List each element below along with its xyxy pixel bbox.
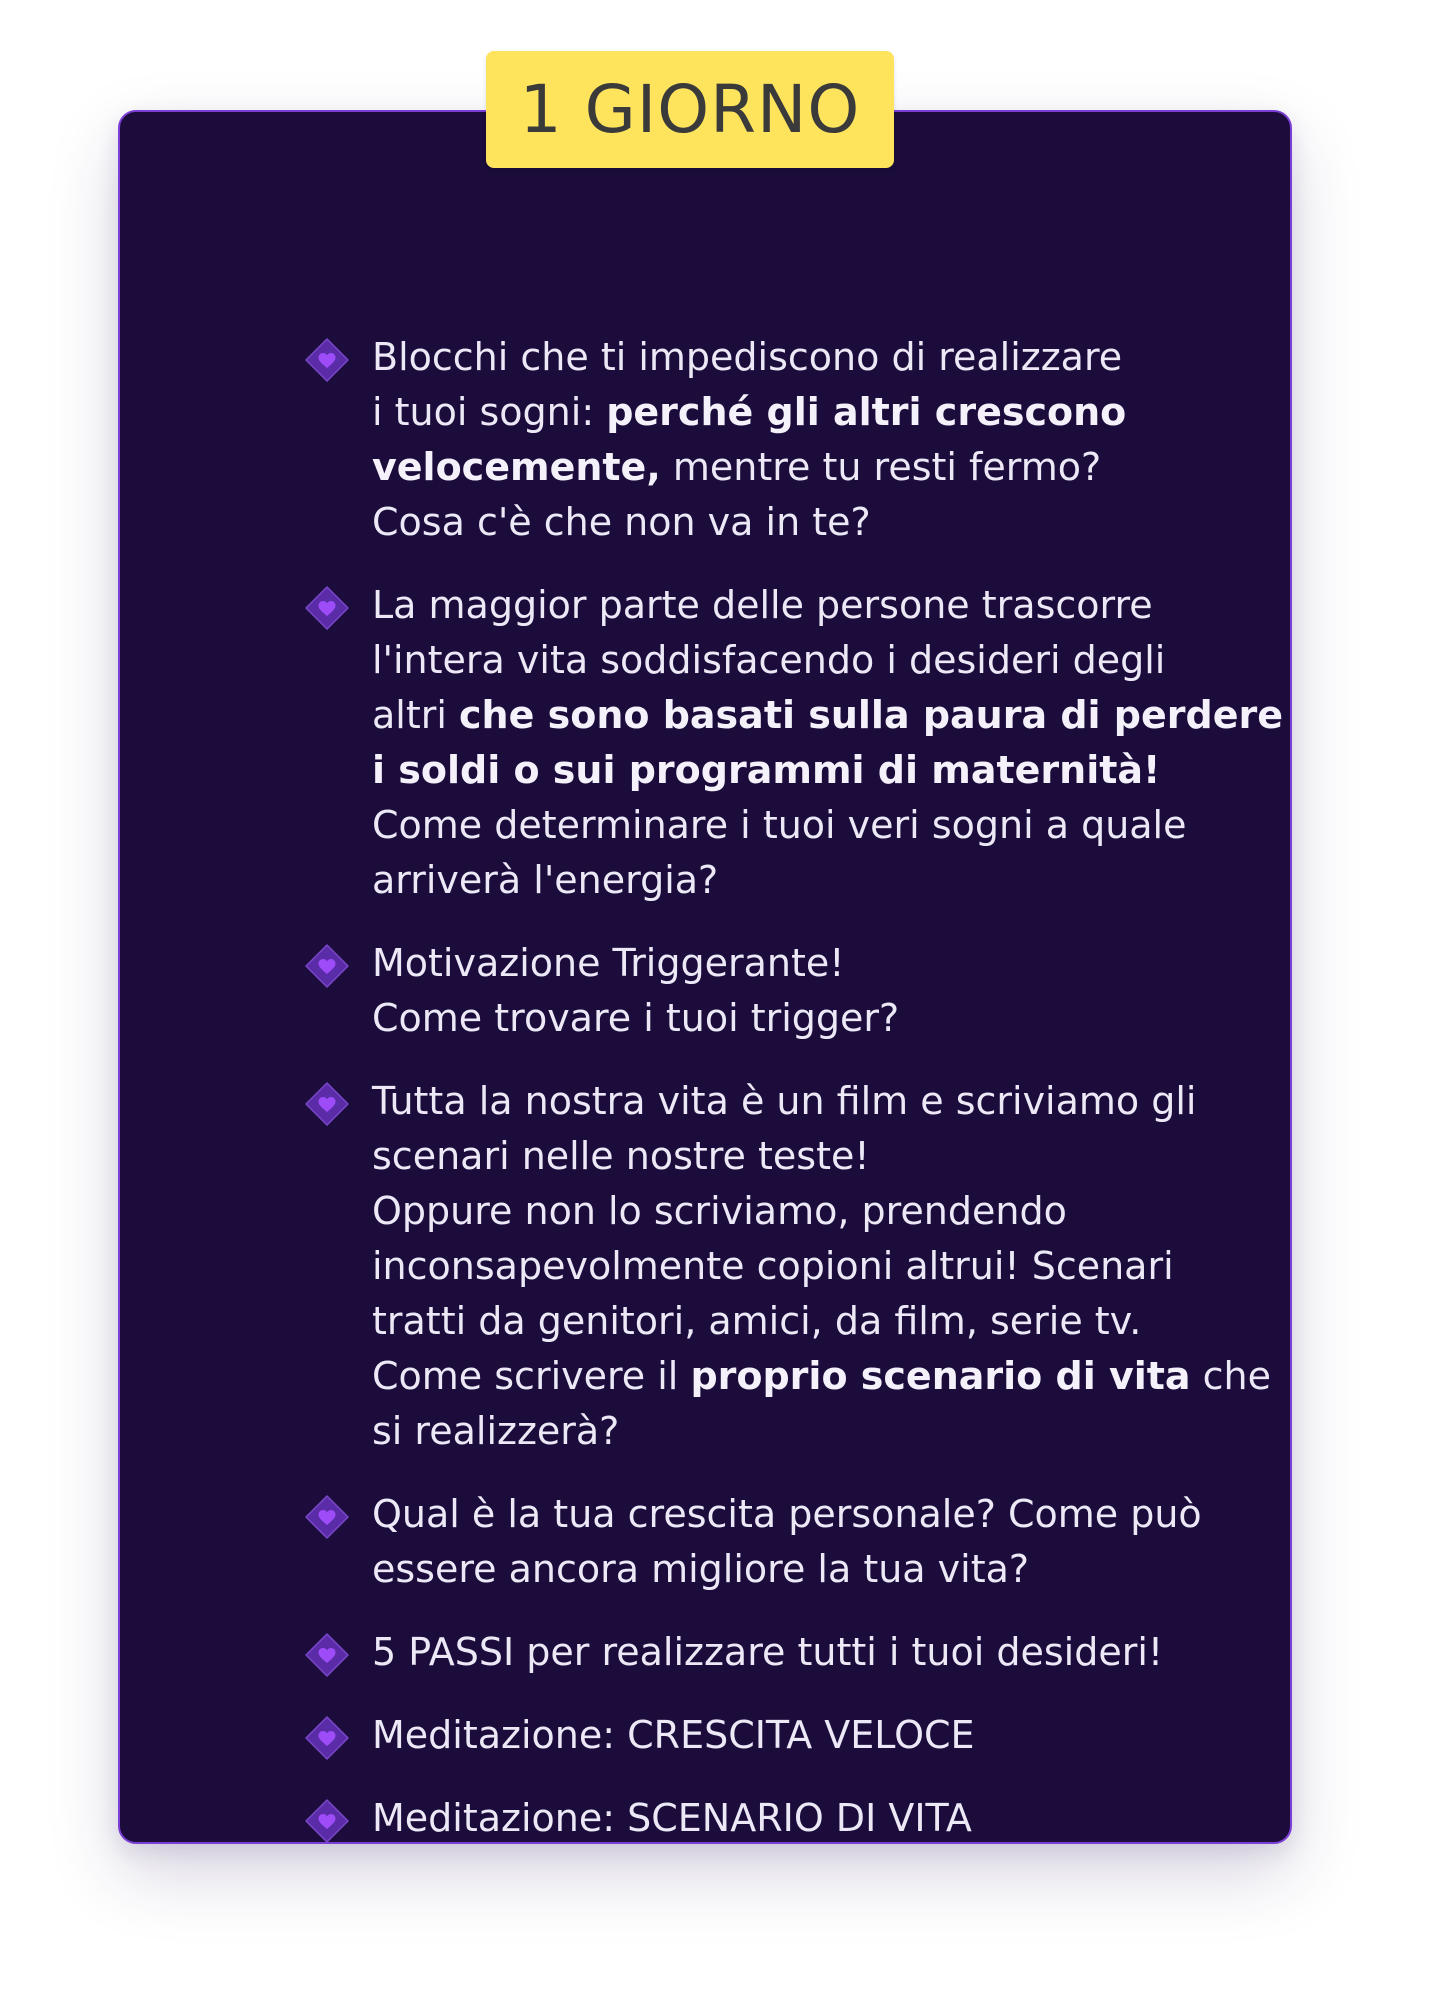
topic-text: Motivazione Triggerante! <box>372 941 845 985</box>
diamond-heart-icon <box>304 1081 350 1127</box>
topic-text: che <box>1190 1354 1271 1398</box>
topic-text: mentre tu resti fermo? <box>660 445 1102 489</box>
topic-text: La maggior parte delle persone trascorre <box>372 583 1153 627</box>
topic-text: l'intera vita soddisfacendo i desideri degli <box>372 638 1166 682</box>
topic-text: tratti da genitori, amici, da film, serie tv. <box>372 1299 1142 1343</box>
topic-item <box>304 936 1344 1046</box>
topic-text: Come determinare i tuoi veri sogni a quale <box>372 803 1187 847</box>
topic-text: si realizzerà? <box>372 1409 620 1453</box>
topic-line <box>372 330 1344 385</box>
topic-text: Qual è la tua crescita personale? Come può <box>372 1492 1202 1536</box>
topic-item <box>304 330 1344 550</box>
topic-text-bold: velocemente, <box>372 445 661 489</box>
topic-text: essere ancora migliore la tua vita? <box>372 1547 1030 1591</box>
topic-text-bold: perché gli altri crescono <box>606 390 1127 434</box>
topic-line <box>372 578 1344 633</box>
program-day-card <box>118 110 1292 1844</box>
topic-text: Oppure non lo scriviamo, prendendo <box>372 1189 1067 1233</box>
topic-item <box>304 1625 1344 1680</box>
topic-line <box>372 1708 1344 1763</box>
topic-text: Meditazione: CRESCITA VELOCE <box>372 1713 975 1757</box>
topic-line <box>372 385 1344 440</box>
topic-line <box>372 1349 1344 1404</box>
topic-text-bold: i soldi o sui programmi di maternità! <box>372 748 1161 792</box>
diamond-heart-icon <box>304 943 350 989</box>
topic-line <box>372 495 1344 550</box>
topic-text-bold: proprio scenario di vita <box>690 1354 1191 1398</box>
topic-item <box>304 1487 1344 1597</box>
topic-item <box>304 1708 1344 1763</box>
diamond-heart-icon <box>304 585 350 631</box>
day-badge-label: 1 GIORNO <box>519 71 861 148</box>
diamond-heart-icon <box>304 1798 350 1844</box>
topic-text: i tuoi sogni: <box>372 390 607 434</box>
topic-line <box>372 991 1344 1046</box>
topic-line <box>372 1074 1344 1129</box>
diamond-heart-icon <box>304 1715 350 1761</box>
topic-text: Blocchi che ti impediscono di realizzare <box>372 335 1123 379</box>
topic-item <box>304 578 1344 908</box>
day-badge <box>486 51 894 168</box>
topic-line <box>372 1129 1344 1184</box>
topic-line <box>372 1404 1344 1459</box>
topic-text-bold: che sono basati sulla paura di perdere <box>459 693 1283 737</box>
topic-text: inconsapevolmente copioni altrui! Scenari <box>372 1244 1174 1288</box>
topic-line <box>372 1625 1344 1680</box>
topic-text: Meditazione: SCENARIO DI VITA <box>372 1796 972 1840</box>
topic-item <box>304 1791 1344 1846</box>
topic-line <box>372 1487 1344 1542</box>
topic-text: Cosa c'è che non va in te? <box>372 500 871 544</box>
topic-text: Tutta la nostra vita è un film e scriviamo gli <box>372 1079 1197 1123</box>
topic-line <box>372 936 1344 991</box>
topic-text: altri <box>372 693 460 737</box>
topic-line <box>372 440 1344 495</box>
topic-line <box>372 633 1344 688</box>
topic-text: scenari nelle nostre teste! <box>372 1134 870 1178</box>
topic-text: 5 PASSI per realizzare tutti i tuoi desideri! <box>372 1630 1164 1674</box>
topic-line <box>372 798 1344 853</box>
topic-line <box>372 1239 1344 1294</box>
topic-item <box>304 1074 1344 1459</box>
topic-text: Come scrivere il <box>372 1354 691 1398</box>
day-topics-list <box>304 330 1344 1874</box>
topic-text: Come trovare i tuoi trigger? <box>372 996 900 1040</box>
topic-line <box>372 688 1344 743</box>
topic-line <box>372 853 1344 908</box>
topic-line <box>372 743 1344 798</box>
topic-line <box>372 1294 1344 1349</box>
topic-text: arriverà l'energia? <box>372 858 719 902</box>
diamond-heart-icon <box>304 1632 350 1678</box>
diamond-heart-icon <box>304 337 350 383</box>
topic-line <box>372 1542 1344 1597</box>
topic-line <box>372 1184 1344 1239</box>
diamond-heart-icon <box>304 1494 350 1540</box>
topic-line <box>372 1791 1344 1846</box>
